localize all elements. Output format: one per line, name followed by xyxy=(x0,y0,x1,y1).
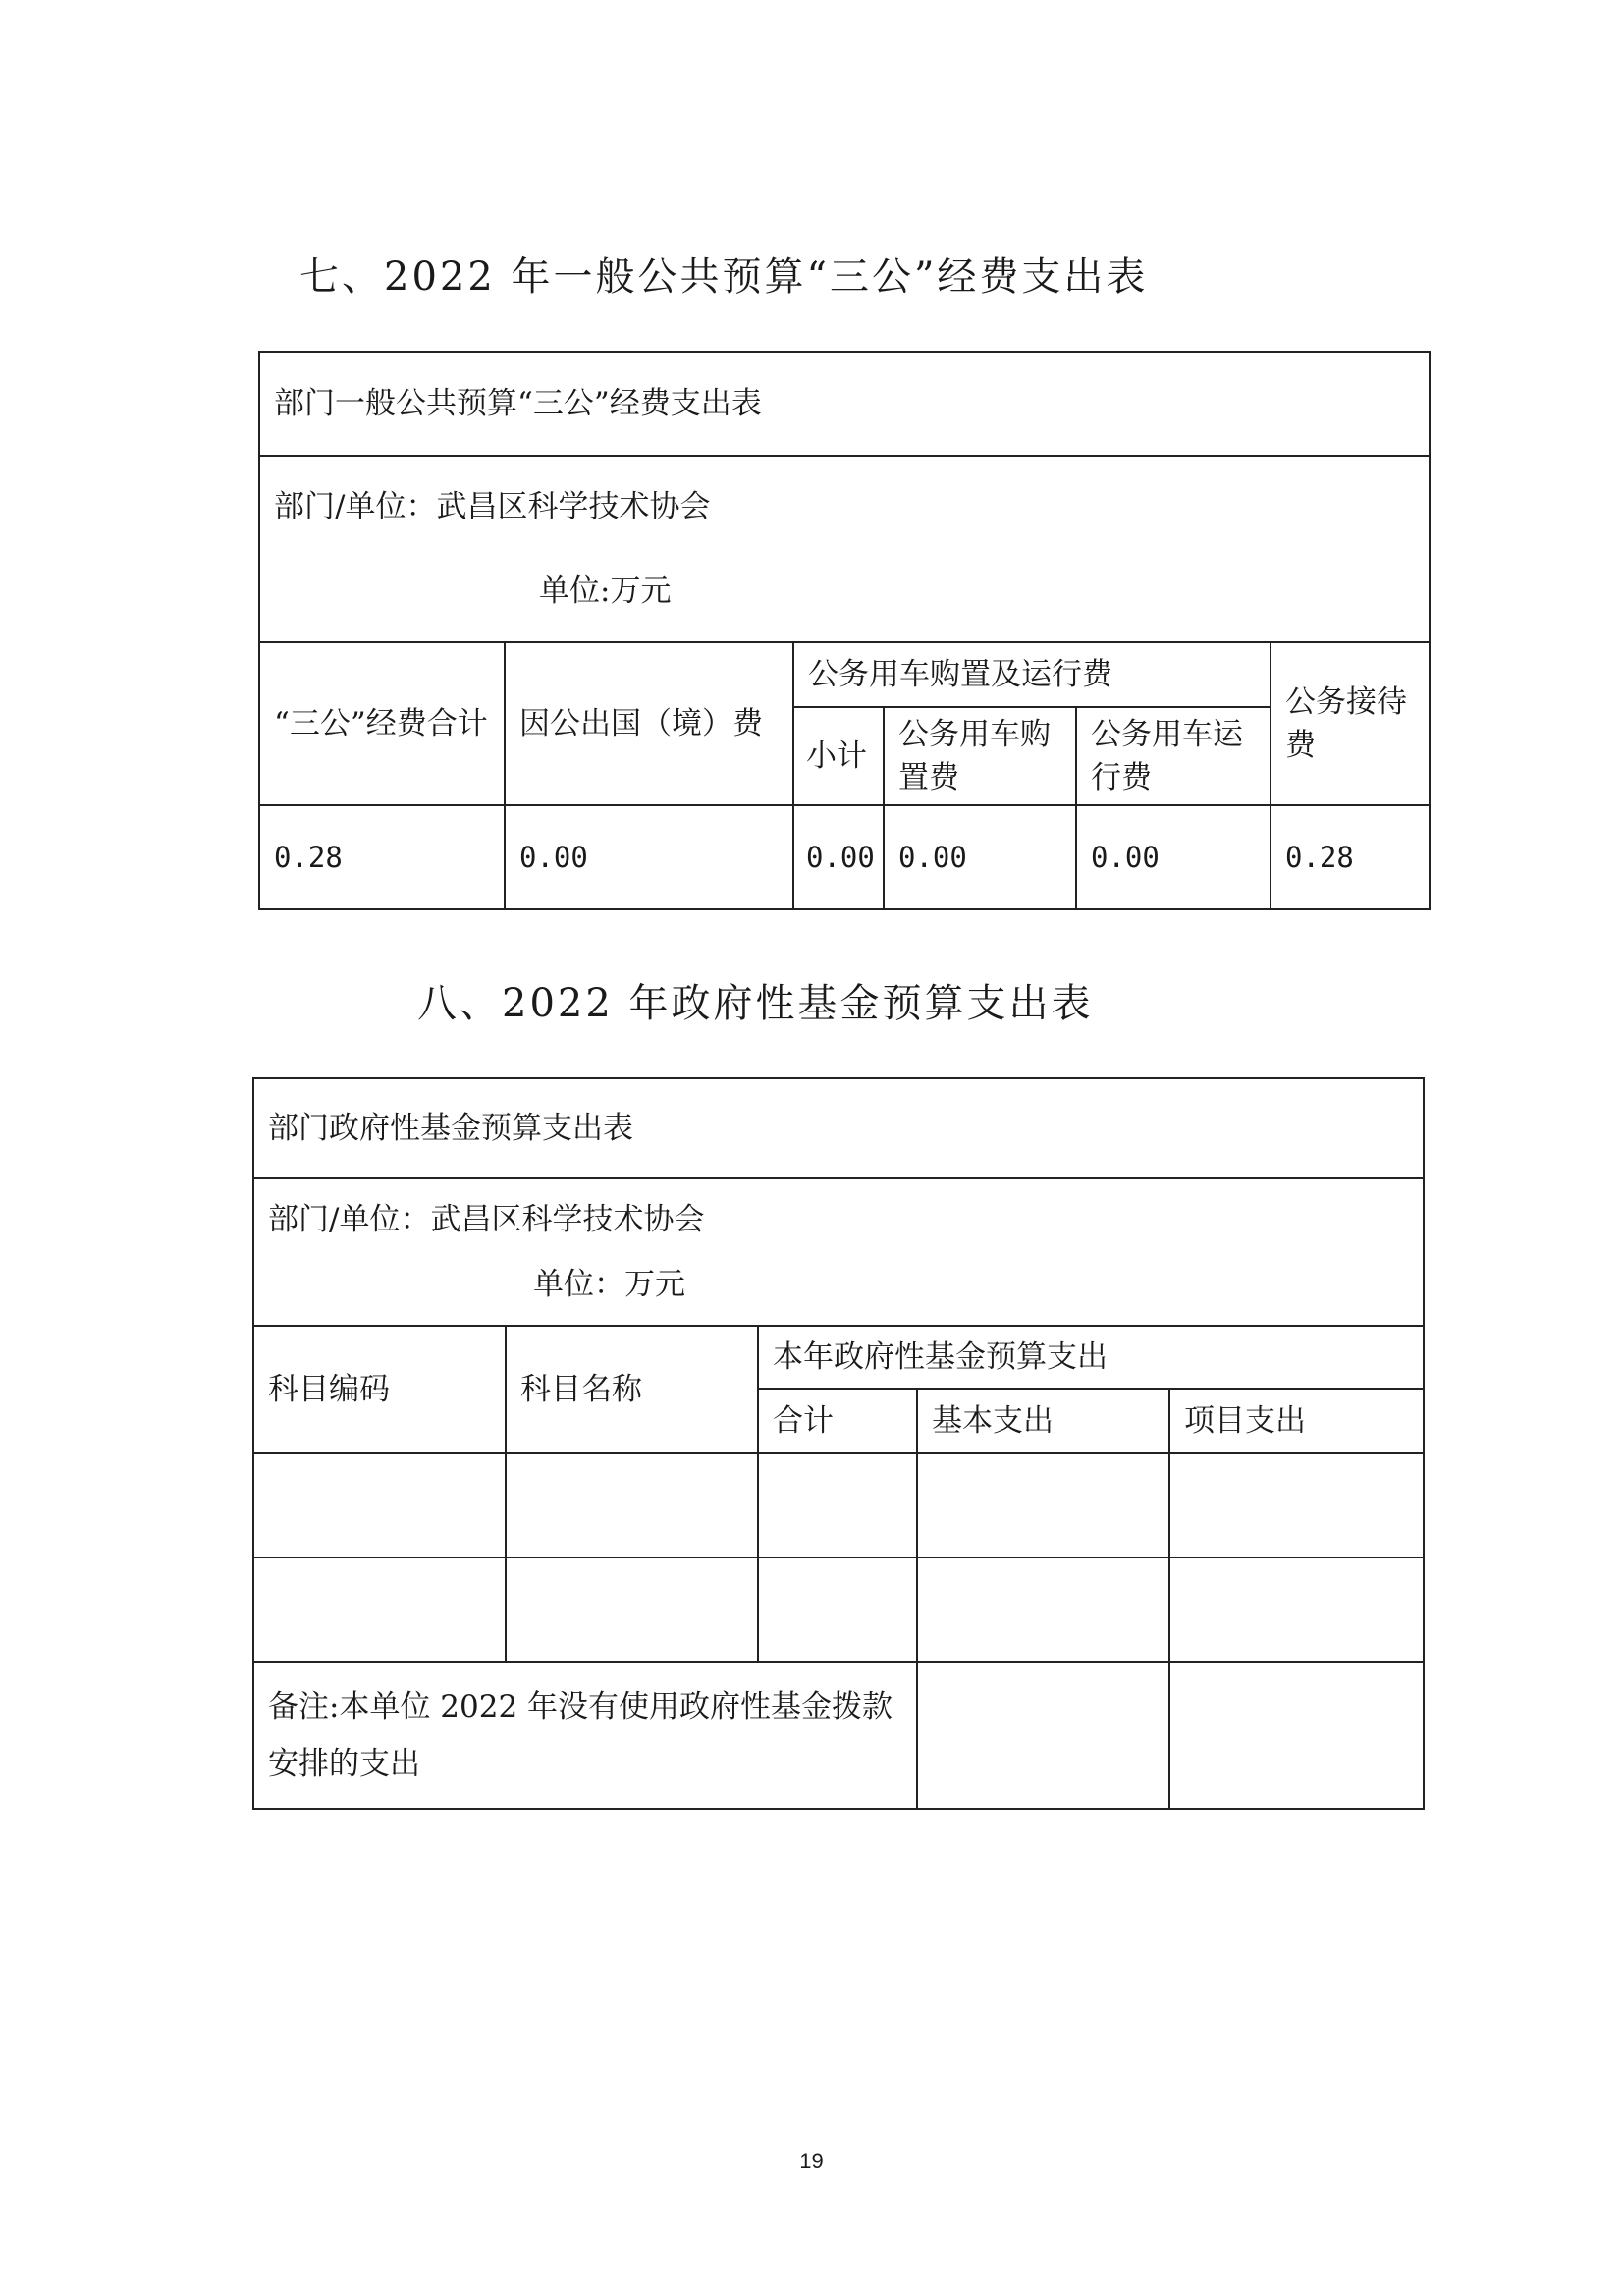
header-sum: 合计 xyxy=(758,1389,917,1453)
header-group: 本年政府性基金预算支出 xyxy=(758,1326,1424,1389)
section-8-heading: 八、2022 年政府性基金预算支出表 xyxy=(417,981,1094,1026)
value-vehicle-purchase: 0.00 xyxy=(884,805,1076,909)
header-vehicle-group: 公务用车购置及运行费 xyxy=(793,642,1271,707)
value-abroad: 0.00 xyxy=(505,805,793,909)
three-public-expenses-table xyxy=(258,351,1431,910)
empty-cell xyxy=(917,1453,1169,1558)
section-7-heading: 七、2022 年一般公共预算“三公”经费支出表 xyxy=(299,254,1149,300)
table-row xyxy=(253,1453,1424,1558)
empty-cell xyxy=(506,1558,758,1662)
empty-cell xyxy=(1169,1558,1424,1662)
header-vehicle-operation: 公务用车运行费 xyxy=(1076,707,1271,805)
note-cell: 备注:本单位 2022 年没有使用政府性基金拨款安排的支出 xyxy=(253,1662,917,1809)
header-basic: 基本支出 xyxy=(917,1389,1169,1453)
header-subtotal: 小计 xyxy=(793,707,884,805)
empty-cell xyxy=(506,1453,758,1558)
unit-line: 单位：万元 xyxy=(533,1267,685,1302)
empty-cell xyxy=(917,1558,1169,1662)
value-total: 0.28 xyxy=(259,805,505,909)
table-row xyxy=(253,1558,1424,1662)
header-reception: 公务接待费 xyxy=(1271,642,1430,805)
table-meta xyxy=(259,456,1430,642)
empty-cell xyxy=(253,1558,506,1662)
header-code: 科目编码 xyxy=(253,1326,506,1453)
value-vehicle-operation: 0.00 xyxy=(1076,805,1271,909)
header-name: 科目名称 xyxy=(506,1326,758,1453)
table-meta xyxy=(253,1178,1424,1326)
empty-cell xyxy=(253,1453,506,1558)
table-title: 部门一般公共预算“三公”经费支出表 xyxy=(259,352,1430,456)
empty-cell xyxy=(917,1662,1169,1809)
page-number: 19 xyxy=(799,2149,824,2173)
value-reception: 0.28 xyxy=(1271,805,1430,909)
table-title: 部门政府性基金预算支出表 xyxy=(253,1078,1424,1178)
department-line: 部门/单位：武昌区科学技术协会 xyxy=(268,1202,705,1237)
unit-line: 单位:万元 xyxy=(539,574,672,609)
header-total: “三公”经费合计 xyxy=(259,642,505,805)
empty-cell xyxy=(758,1453,917,1558)
header-abroad: 因公出国（境）费 xyxy=(505,642,793,805)
empty-cell xyxy=(1169,1453,1424,1558)
empty-cell xyxy=(1169,1662,1424,1809)
header-vehicle-purchase: 公务用车购置费 xyxy=(884,707,1076,805)
header-project: 项目支出 xyxy=(1169,1389,1424,1453)
value-subtotal: 0.00 xyxy=(793,805,884,909)
department-line: 部门/单位：武昌区科学技术协会 xyxy=(274,489,711,524)
empty-cell xyxy=(758,1558,917,1662)
government-fund-table xyxy=(252,1077,1425,1810)
